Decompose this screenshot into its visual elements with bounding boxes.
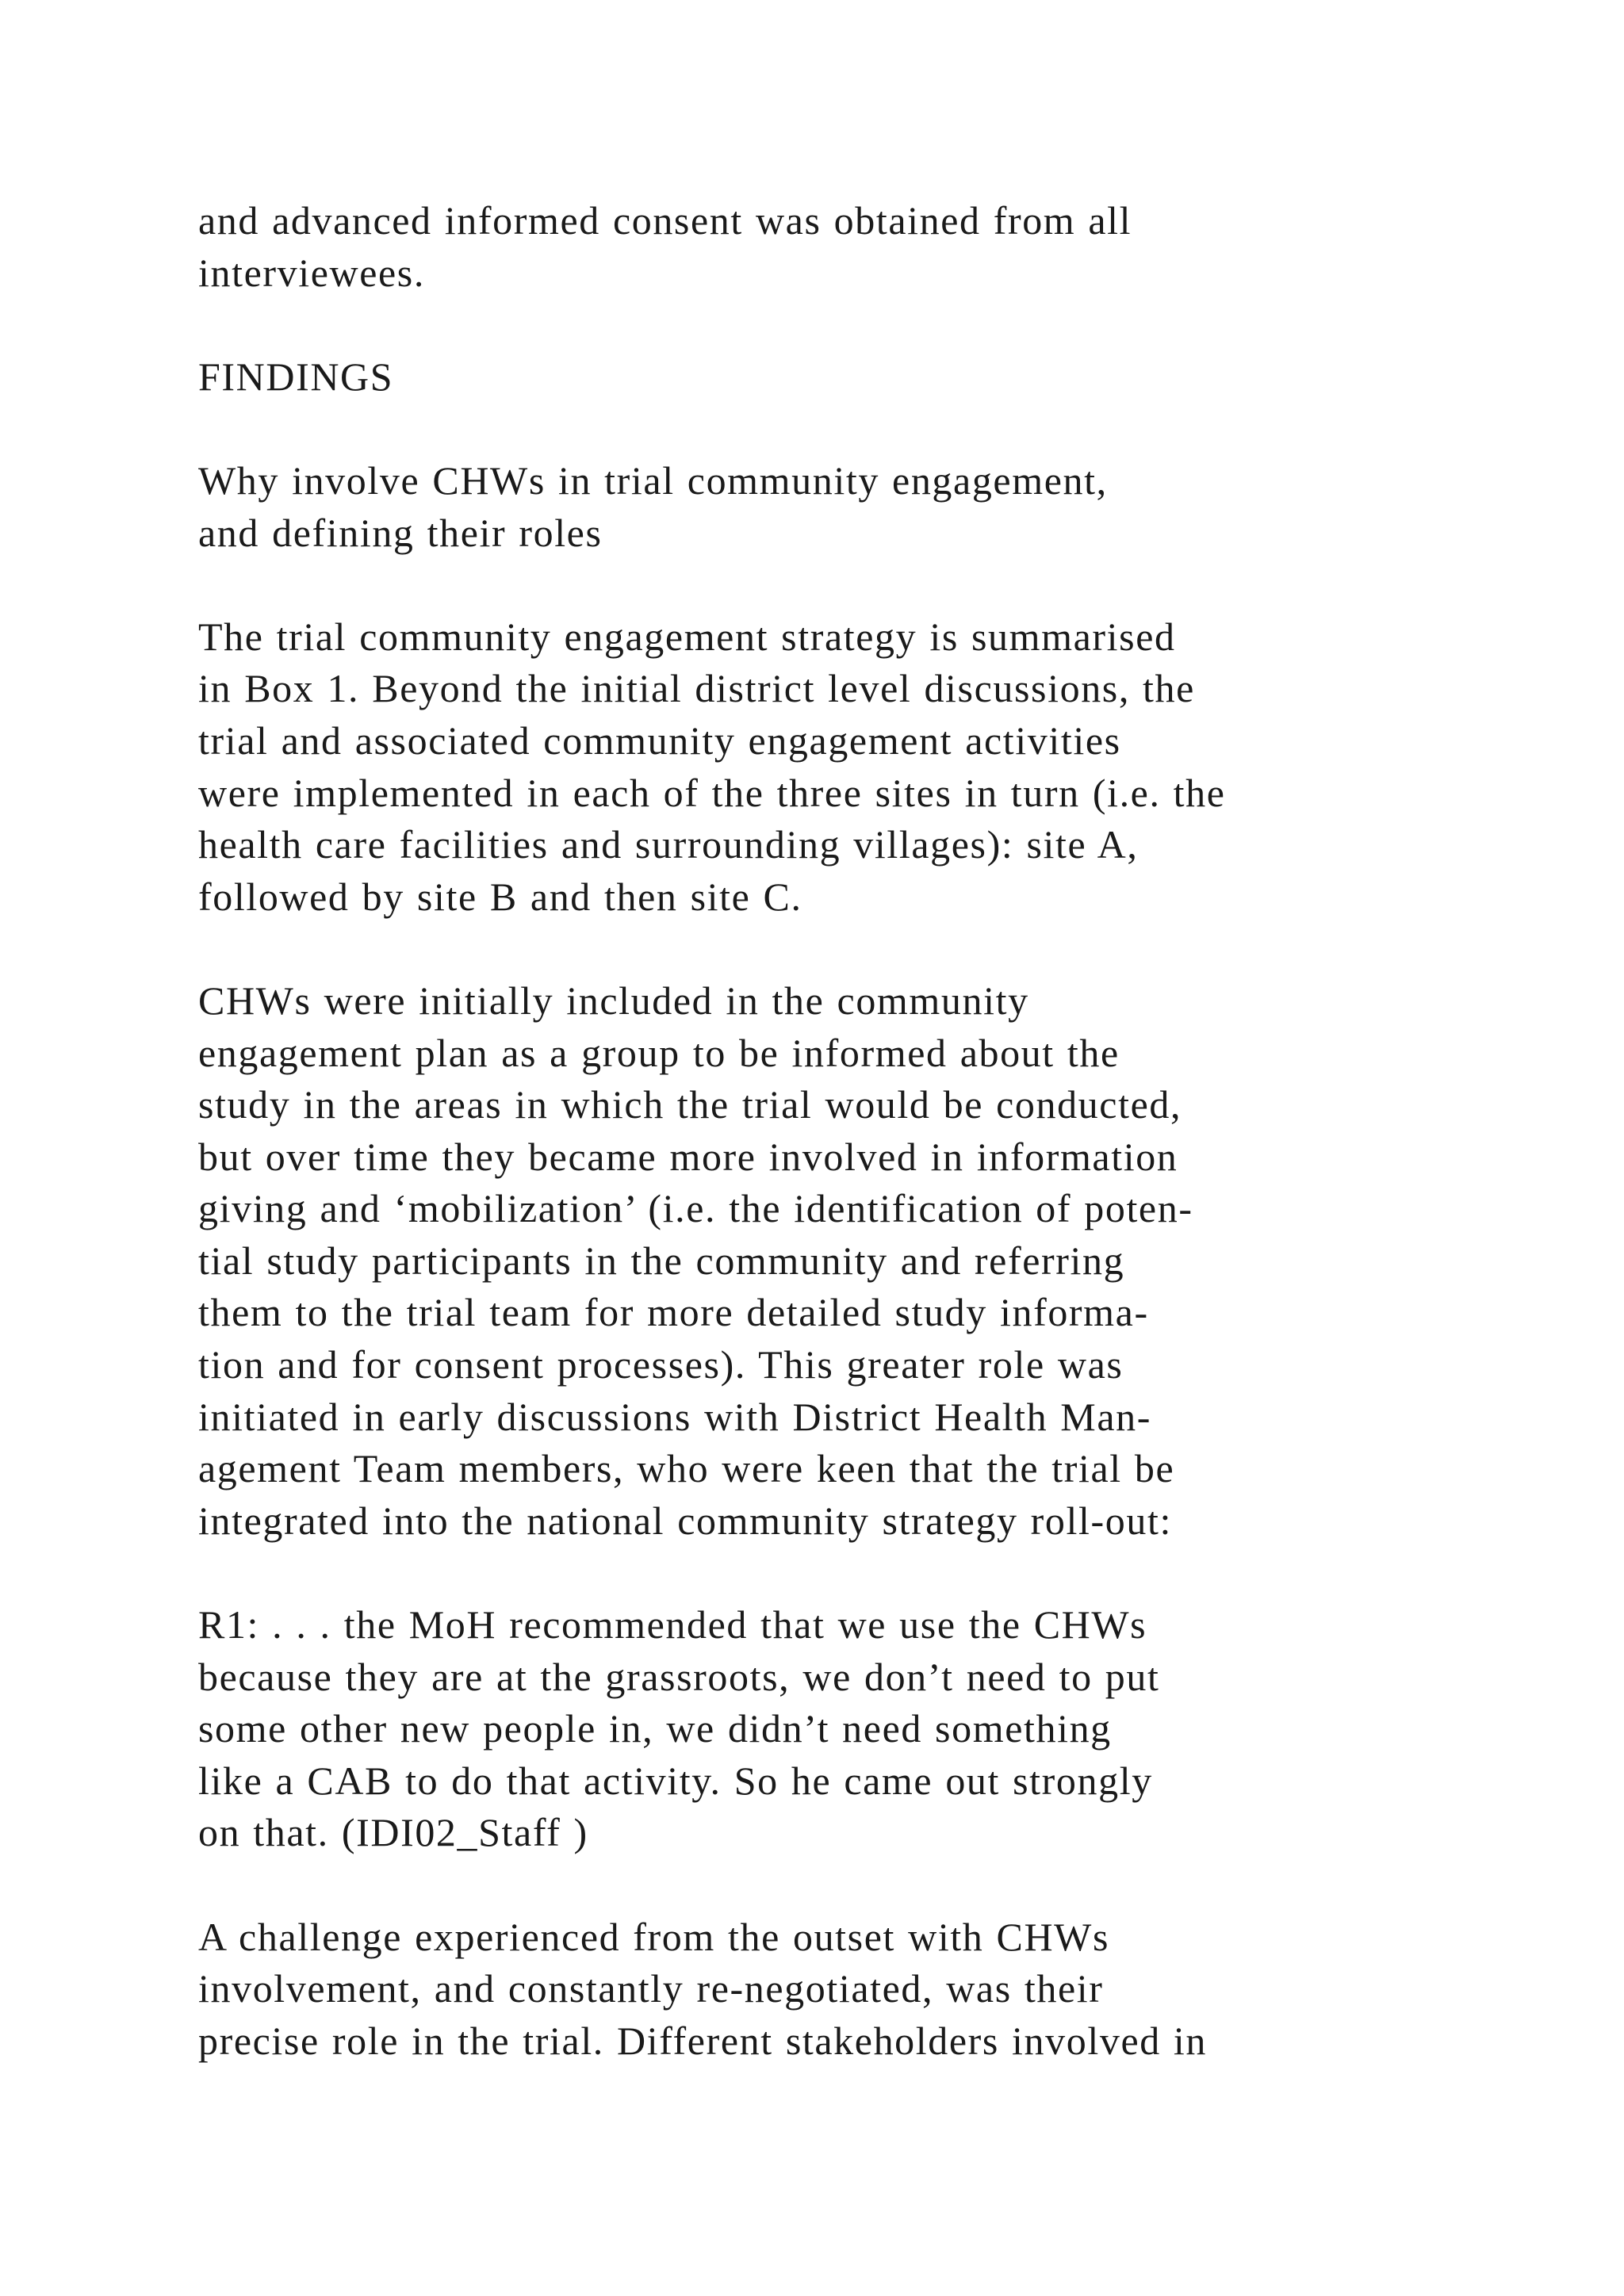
text-line: R1: . . . the MoH recommended that we use the CHWs bbox=[198, 1602, 1147, 1647]
paragraph-gap bbox=[198, 559, 1594, 611]
text-line: followed by site B and then site C. bbox=[198, 874, 802, 919]
paragraph-gap bbox=[198, 1547, 1594, 1599]
text-line: FINDINGS bbox=[198, 354, 394, 399]
text-line: engagement plan as a group to be informed about the bbox=[198, 1030, 1120, 1075]
paragraph-gap bbox=[198, 1859, 1594, 1911]
text-line: some other new people in, we didn’t need something bbox=[198, 1706, 1112, 1751]
text-line: study in the areas in which the trial would be conducted, bbox=[198, 1082, 1182, 1127]
text-line: tion and for consent processes). This greater role was bbox=[198, 1342, 1124, 1387]
text-line: like a CAB to do that activity. So he came out strongly bbox=[198, 1758, 1153, 1803]
text-line: initiated in early discussions with District Health Man- bbox=[198, 1394, 1152, 1439]
text-line: interviewees. bbox=[198, 250, 425, 295]
text-line: involvement, and constantly re-negotiated, was their bbox=[198, 1966, 1104, 2011]
text-line: agement Team members, who were keen that the trial be bbox=[198, 1446, 1175, 1491]
text-line: them to the trial team for more detailed study informa- bbox=[198, 1290, 1149, 1335]
paragraph-gap bbox=[198, 403, 1594, 455]
text-line: on that. (IDI02_Staff ) bbox=[198, 1810, 588, 1855]
text-line: and advanced informed consent was obtained from all bbox=[198, 198, 1132, 243]
text-line: A challenge experienced from the outset with CHWs bbox=[198, 1914, 1110, 1959]
document-body-text bbox=[198, 195, 1594, 2067]
paragraph-gap bbox=[198, 923, 1594, 975]
text-line: trial and associated community engagement activities bbox=[198, 718, 1121, 763]
text-line: but over time they became more involved in information bbox=[198, 1134, 1178, 1179]
text-line: Why involve CHWs in trial community engagement, bbox=[198, 457, 1108, 503]
text-line: tial study participants in the community and referring bbox=[198, 1238, 1125, 1283]
text-line: giving and ‘mobilization’ (i.e. the identification of poten- bbox=[198, 1186, 1193, 1231]
text-line: health care facilities and surrounding villages): site A, bbox=[198, 822, 1139, 867]
text-line: because they are at the grassroots, we don’t need to put bbox=[198, 1654, 1160, 1699]
text-line: The trial community engagement strategy is summarised bbox=[198, 614, 1176, 659]
text-line: integrated into the national community strategy roll-out: bbox=[198, 1498, 1172, 1543]
text-line: were implemented in each of the three sites in turn (i.e. the bbox=[198, 770, 1226, 815]
paragraph-gap bbox=[198, 299, 1594, 351]
text-line: and defining their roles bbox=[198, 510, 603, 555]
text-line: precise role in the trial. Different stakeholders involved in bbox=[198, 2018, 1208, 2063]
text-line: CHWs were initially included in the community bbox=[198, 978, 1029, 1023]
text-line: in Box 1. Beyond the initial district level discussions, the bbox=[198, 666, 1195, 711]
